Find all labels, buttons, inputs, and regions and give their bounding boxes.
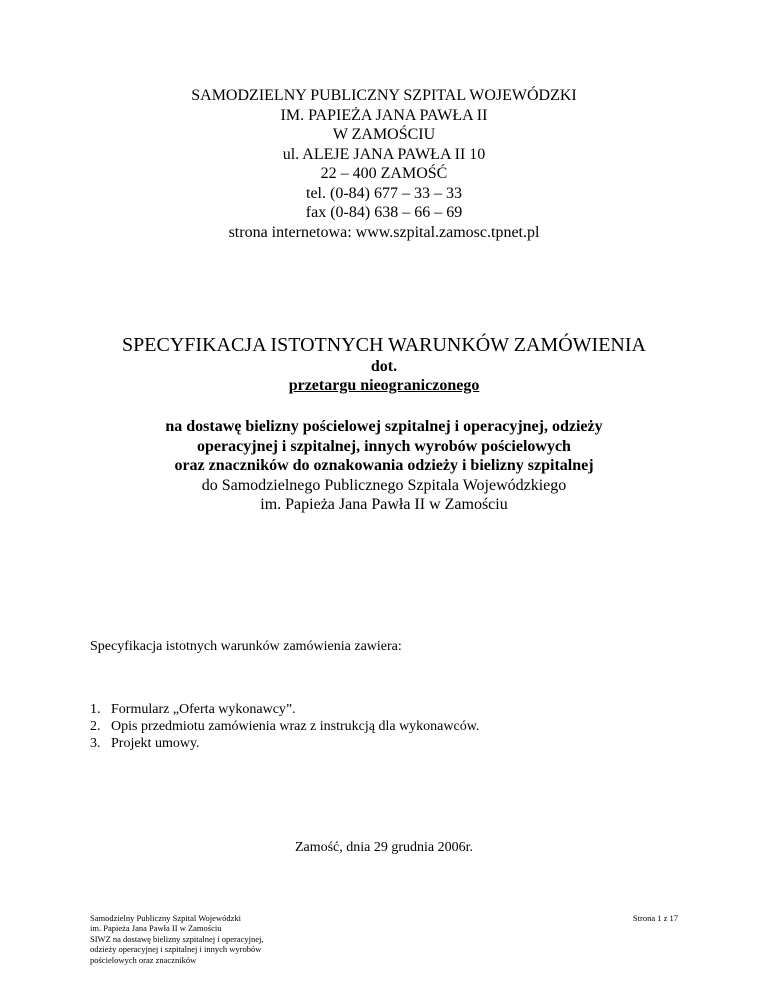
list-item-number: 2. (90, 719, 101, 734)
description-line: na dostawę bielizny pościelowej szpitalnej i operacyjnej, odzieży (165, 418, 603, 435)
contents-label: Specyfikacja istotnych warunków zamówienia zawiera: (90, 639, 402, 654)
document-subtitle (0, 357, 768, 395)
header-line: strona internetowa: www.szpital.zamosc.tpnet.pl (228, 223, 540, 241)
hospital-header (0, 86, 768, 242)
footer-line: im. Papieża Jana Pawła II w Zamościu (90, 923, 222, 934)
header-line: SAMODZIELNY PUBLICZNY SZPITAL WOJEWÓDZKI (191, 87, 577, 104)
header-line: ul. ALEJE JANA PAWŁA II 10 (282, 145, 486, 163)
list-item (90, 701, 479, 718)
description-line: operacyjnej i szpitalnej, innych wyrobów pościelowych (197, 437, 571, 455)
list-item-text: Projekt umowy. (111, 736, 200, 751)
footer-line: SIWZ na dostawę bielizny szpitalnej i operacyjnej, (90, 933, 264, 944)
list-item (90, 735, 479, 752)
list-item (90, 718, 479, 735)
contents-list (90, 701, 479, 752)
description-line: im. Papieża Jana Pawła II w Zamościu (260, 496, 508, 513)
description-line: do Samodzielnego Publicznego Szpitala Wojewódzkiego (201, 476, 567, 494)
header-line: tel. (0-84) 677 – 33 – 33 (306, 184, 462, 202)
subtitle-line: dot. (370, 358, 398, 375)
footer-line: pościelowych oraz znaczników (90, 954, 197, 965)
footer-info (90, 913, 263, 965)
document-title: SPECYFIKACJA ISTOTNYCH WARUNKÓW ZAMÓWIENIA (122, 334, 646, 356)
page-number: Strona 1 z 17 (632, 913, 678, 923)
header-line: IM. PAPIEŻA JANA PAWŁA II (280, 106, 488, 124)
list-item-text: Opis przedmiotu zamówienia wraz z instrukcją dla wykonawców. (111, 719, 480, 734)
footer-line: odzieży operacyjnej i szpitalnej i innych wyrobów (90, 944, 262, 955)
tender-description (0, 417, 768, 515)
header-line: W ZAMOŚCIU (332, 126, 436, 143)
document-date: Zamość, dnia 29 grudnia 2006r. (294, 840, 474, 855)
description-line: oraz znaczników do oznakowania odzieży i bielizny szpitalnej (174, 457, 594, 474)
header-line: fax (0-84) 638 – 66 – 69 (305, 204, 463, 221)
list-item-number: 3. (90, 736, 101, 751)
list-item-text: Formularz „Oferta wykonawcy”. (111, 702, 296, 717)
footer-line: Samodzielny Publiczny Szpital Wojewódzki (90, 913, 241, 923)
subtitle-tender-type: przetargu nieograniczonego (288, 377, 480, 394)
list-item-number: 1. (90, 702, 101, 717)
header-line: 22 – 400 ZAMOŚĆ (320, 165, 448, 182)
